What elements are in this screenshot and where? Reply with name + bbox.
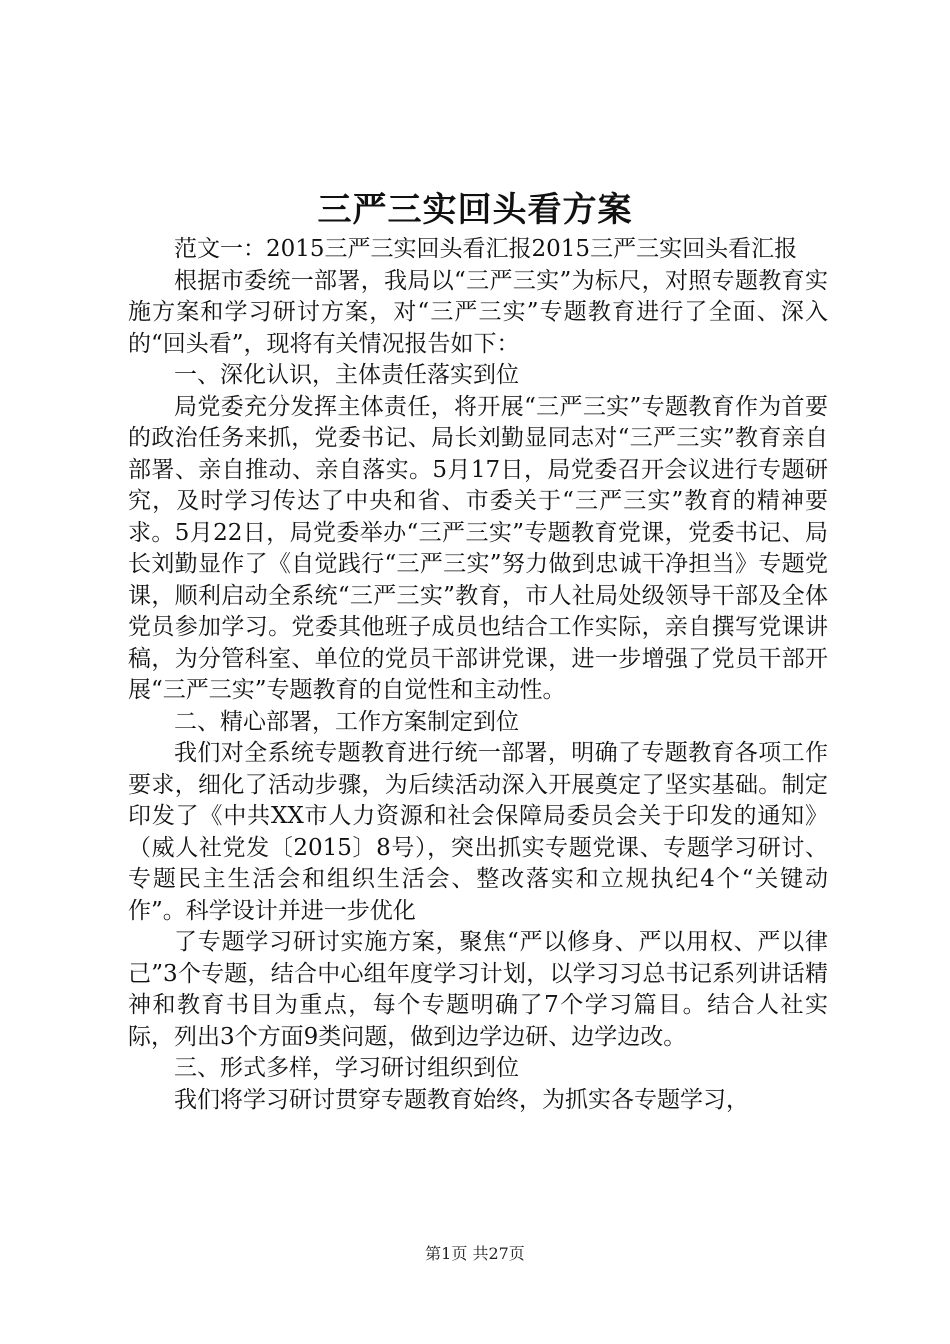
section-heading: 一、深化认识，主体责任落实到位 <box>174 362 519 388</box>
paragraph: 了专题学习研讨实施方案，聚焦“严以修身、严以用权、严以律己”3个专题，结合中心组年度学习计划，以学习习总书记系列讲话精神和教育书目为重点，每个专题明确了7个学习篇目。结合人社实际，列出3个方面9类问题，做到边学边研、边学边改。 <box>128 929 828 1050</box>
paragraph: 我们将学习研讨贯穿专题教育始终，为抓实各专题学习， <box>174 1086 749 1113</box>
paragraph: 根据市委统一部署，我局以“三严三实”为标尺，对照专题教育实施方案和学习研讨方案，对“三严三实”专题教育进行了全面、深入的“回头看”，现将有关情况报告如下： <box>128 267 828 357</box>
paragraph: 局党委充分发挥主体责任，将开展“三严三实”专题教育作为首要的政治任务来抓，党委书记、局长刘勤显同志对“三严三实”教育亲自部署、亲自推动、亲自落实。5月17日，局党委召开会议进行专题研究，及时学习传达了中央和省、市委关于“三严三实”教育的精神要求。5月22日，局党委举办“三严三实”专题教育党课，党委书记、局长刘勤显作了《自觉践行“三严三实”努力做到忠诚干净担当》专题党课，顺利启动全系统“三严三实”教育，市人社局处级领导干部及全体党员参加学习。党委其他班子成员也结合工作实际，亲自撰写党课讲稿，为分管科室、单位的党员干部讲党课，进一步增强了党员干部开展“三严三实”专题教育的自觉性和主动性。 <box>128 393 828 703</box>
document-title: 三严三实回头看方案 <box>317 190 633 230</box>
section-heading: 三、形式多样，学习研讨组织到位 <box>174 1055 519 1081</box>
document-body <box>128 234 828 1116</box>
page-footer: 第1页 共27页 <box>425 1244 525 1263</box>
section-heading: 二、精心部署，工作方案制定到位 <box>174 708 519 735</box>
paragraph: 范文一：2015三严三实回头看汇报2015三严三实回头看汇报 <box>174 236 798 262</box>
paragraph: 我们对全系统专题教育进行统一部署，明确了专题教育各项工作要求，细化了活动步骤，为后续活动深入开展奠定了坚实基础。制定印发了《中共XX市人力资源和社会保障局委员会关于印发的通知》（威人社党发〔2015〕8号），突出抓实专题党课、专题学习研讨、专题民主生活会和组织生活会、整改落实和立规执纪4个“关键动作”。科学设计并进一步优化 <box>128 740 828 924</box>
